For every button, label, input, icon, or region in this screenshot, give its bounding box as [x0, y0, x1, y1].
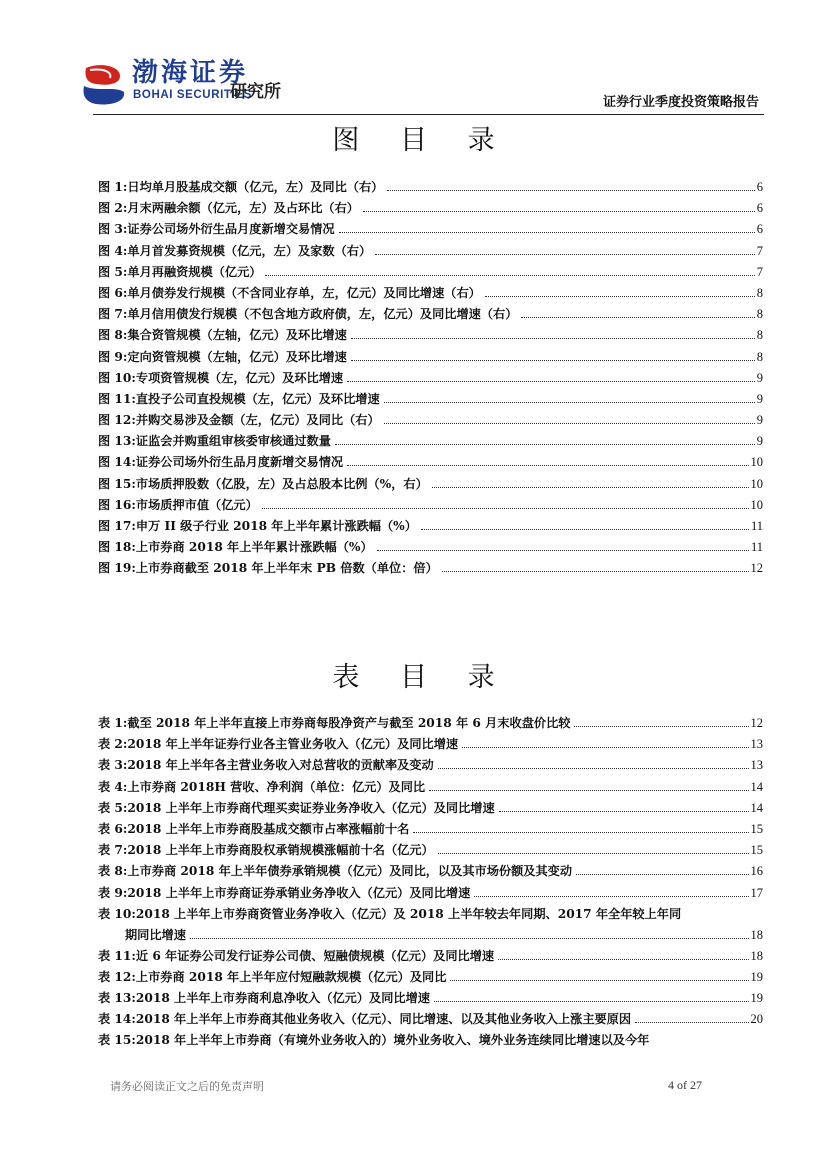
figures-index-list — [98, 177, 763, 580]
toc-entry-figure-3[interactable]: 图 3:证券公司场外衍生品月度新增交易情况 6 — [98, 222, 763, 237]
toc-entry-table-11[interactable]: 表 11:近 6 年证券公司发行证券公司债、短融债规模（亿元）及同比增速 18 — [98, 948, 763, 963]
toc-entry-figure-18[interactable]: 图 18:上市券商 2018 年上半年累计涨跌幅（%） 11 — [98, 540, 763, 555]
toc-entry-table-10[interactable]: 表 10:2018 上半年上市券商资管业务净收入（亿元）及 2018 上半年较去年同期、2017 年全年较上年同 期同比增速 18 — [98, 906, 763, 942]
footer-page-number: 4 of 27 — [668, 1078, 702, 1092]
toc-entry-figure-11[interactable]: 图 11:直投子公司直投规模（左，亿元）及环比增速 9 — [98, 391, 763, 406]
toc-entry-table-3[interactable]: 表 3:2018 年上半年各主营业务收入对总营收的贡献率及变动 13 — [98, 758, 763, 773]
toc-entry-figure-16[interactable]: 图 16:市场质押市值（亿元） 10 — [98, 497, 763, 512]
toc-entry-figure-5[interactable]: 图 5:单月再融资规模（亿元） 7 — [98, 264, 763, 279]
toc-leader — [387, 190, 754, 191]
toc-entry-figure-1[interactable]: 图 1:日均单月股基成交额（亿元，左）及同比（右） 6 — [98, 177, 763, 198]
toc-entry-figure-6[interactable]: 图 6:单月债券发行规模（不含同业存单，左，亿元）及同比增速（右） 8 — [98, 285, 763, 300]
footer-disclaimer: 请务必阅读正文之后的免责声明 — [110, 1080, 264, 1093]
toc-entry-figure-4[interactable]: 图 4:单月首发募资规模（亿元，左）及家数（右） 7 — [98, 243, 763, 258]
toc-entry-figure-19[interactable]: 图 19:上市券商截至 2018 年上半年末 PB 倍数（单位：倍） 12 — [98, 561, 763, 576]
toc-entry-figure-12[interactable]: 图 12:并购交易涉及金额（左，亿元）及同比（右） 9 — [98, 413, 763, 428]
toc-entry-table-14[interactable]: 表 14:2018 年上半年上市券商其他业务收入（亿元）、同比增速、以及其他业务收入上涨主要原因 20 — [98, 1012, 763, 1027]
report-title: 证券行业季度投资策略报告 — [602, 95, 759, 110]
header-divider — [93, 114, 764, 115]
tables-index-list — [98, 713, 763, 1052]
page-header — [0, 0, 827, 118]
bohai-logo-icon — [80, 62, 128, 106]
toc-entry-figure-14[interactable]: 图 14:证券公司场外衍生品月度新增交易情况 10 — [98, 455, 763, 470]
toc-entry-table-6[interactable]: 表 6:2018 上半年上市券商股基成交额市占率涨幅前十名 15 — [98, 821, 763, 836]
toc-entry-figure-13[interactable]: 图 13:证监会并购重组审核委审核通过数量 9 — [98, 434, 763, 449]
toc-entry-figure-9[interactable]: 图 9:定向资管规模（左轴，亿元）及环比增速 8 — [98, 349, 763, 364]
toc-entry-table-8[interactable]: 表 8:上市券商 2018 年上半年债券承销规模（亿元）及同比，以及其市场份额及其变动 16 — [98, 864, 763, 879]
toc-entry-figure-7[interactable]: 图 7:单月信用债发行规模（不包含地方政府债，左，亿元）及同比增速（右） 8 — [98, 307, 763, 322]
company-name-cn: 渤海证券 — [132, 58, 249, 88]
toc-entry-table-15[interactable]: 表 15:2018 年上半年上市券商（有境外业务收入的）境外业务收入、境外业务连续同比增速以及今年 — [98, 1033, 650, 1048]
toc-entry-figure-17[interactable]: 图 17:申万 II 级子行业 2018 年上半年累计涨跌幅（%） 11 — [98, 519, 763, 533]
toc-entry-table-9[interactable]: 表 9:2018 上半年上市券商证券承销业务净收入（亿元）及同比增速 17 — [98, 885, 763, 900]
toc-entry-table-13[interactable]: 表 13:2018 上半年上市券商利息净收入（亿元）及同比增速 19 — [98, 991, 763, 1006]
toc-entry-table-2[interactable]: 表 2:2018 年上半年证券行业各主管业务收入（亿元）及同比增速 13 — [98, 737, 763, 752]
company-name-en: BOHAI SECURITIES — [133, 89, 252, 101]
toc-entry-figure-2[interactable]: 图 2:月末两融余额（亿元，左）及占环比（右） 6 — [98, 201, 763, 216]
toc-page-number: 6 — [756, 180, 763, 194]
toc-entry-table-1[interactable]: 表 1:截至 2018 年上半年直接上市券商每股净资产与截至 2018 年 6 月末收盘价比较 12 — [98, 716, 763, 730]
toc-entry-figure-10[interactable]: 图 10:专项资管规模（左，亿元）及环比增速 9 — [98, 370, 763, 385]
toc-entry-table-7[interactable]: 表 7:2018 上半年上市券商股权承销规模涨幅前十名（亿元） 15 — [98, 843, 763, 858]
tables-index-title: 表 目 录 — [332, 662, 511, 693]
toc-entry-table-4[interactable]: 表 4:上市券商 2018H 营收、净利润（单位：亿元）及同比 14 — [98, 779, 763, 794]
toc-entry-figure-8[interactable]: 图 8:集合资管规模（左轴，亿元）及环比增速 8 — [98, 328, 763, 343]
institute-name: 研究所 — [230, 82, 281, 102]
figures-index-title: 图 目 录 — [332, 125, 511, 156]
toc-entry-figure-15[interactable]: 图 15:市场质押股数（亿股，左）及占总股本比例（%，右） 10 — [98, 476, 763, 491]
toc-entry-table-12[interactable]: 表 12:上市券商 2018 年上半年应付短融款规模（亿元）及同比 19 — [98, 969, 763, 984]
toc-entry-table-5[interactable]: 表 5:2018 上半年上市券商代理买卖证券业务净收入（亿元）及同比增速 14 — [98, 800, 763, 815]
